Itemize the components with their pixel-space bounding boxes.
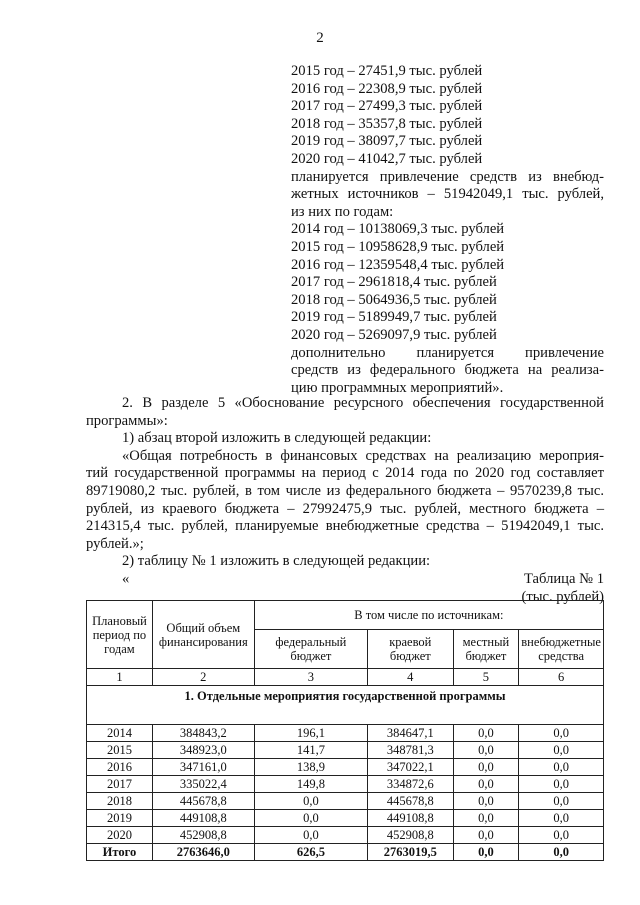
section-paragraph-line: 2. В разделе 5 «Обоснование ресурсного обеспечения государственной (122, 395, 604, 411)
federal-note-line: средств из федерального бюджета на реализа- (291, 362, 604, 379)
extrabudget-year-line: 2014 год – 10138069,3 тыс. рублей (291, 221, 505, 238)
section-title: 1. Отдельные мероприятия государственной программы (87, 686, 604, 707)
table-units: (тыс. рублей) (521, 588, 604, 605)
cell-regional: 347022,1 (368, 759, 454, 776)
federal-note-line: цию программных мероприятий». (291, 379, 504, 396)
quote-line: рублей, из краевого бюджета – 27992475,9 тыс. рублей, местного бюджета – (86, 500, 604, 517)
cell-local: 0,0 (453, 844, 519, 861)
table-title: Таблица № 1 (524, 570, 604, 587)
quote-line: тий государственной программы на период с 2014 года по 2020 год составляет (86, 465, 604, 482)
table-row (87, 827, 604, 844)
cell-year: 2020 (87, 827, 153, 844)
cell-extra: 0,0 (519, 759, 604, 776)
extrabudget-year-line: 2015 год – 10958628,9 тыс. рублей (291, 238, 505, 255)
section-spacer (87, 706, 604, 725)
funding-by-years-block (291, 63, 604, 397)
cell-total: 348923,0 (152, 742, 254, 759)
cell-total: 452908,8 (152, 827, 254, 844)
quote-line: «Общая потребность в финансовых средствах на реализацию мероприя- (122, 447, 604, 464)
cell-local: 0,0 (453, 742, 519, 759)
cell-total: 347161,0 (152, 759, 254, 776)
cell-year: 2019 (87, 810, 153, 827)
open-quote: « (122, 570, 130, 587)
extrabudget-intro-line: планируется привлечение средств из внебюд- (291, 168, 604, 185)
cell-total: 335022,4 (152, 776, 254, 793)
table-caption-row (86, 571, 604, 589)
cell-extra: 0,0 (519, 810, 604, 827)
cell-total: 2763646,0 (152, 844, 254, 861)
cell-extra: 0,0 (519, 827, 604, 844)
cell-year: 2016 (87, 759, 153, 776)
header-total: Общий объем финансирования (152, 601, 254, 669)
cell-total: 449108,8 (152, 810, 254, 827)
quote-line: 214315,4 тыс. рублей, планируемые внебюджетные средства – 51942049,1 тыс. (86, 518, 604, 535)
cell-regional: 384647,1 (368, 725, 454, 742)
column-number: 1 (87, 669, 153, 686)
cell-federal: 0,0 (254, 810, 367, 827)
extrabudget-year-line: 2016 год – 12359548,4 тыс. рублей (291, 256, 505, 273)
regional-year-line: 2015 год – 27451,9 тыс. рублей (291, 63, 483, 79)
extrabudget-intro-line: из них по годам: (291, 203, 394, 220)
section-paragraph-line: программы»: (86, 412, 168, 429)
cell-federal: 141,7 (254, 742, 367, 759)
cell-regional: 445678,8 (368, 793, 454, 810)
table-row (87, 742, 604, 759)
cell-federal: 0,0 (254, 827, 367, 844)
table-row (87, 793, 604, 810)
column-number: 3 (254, 669, 367, 686)
cell-extra: 0,0 (519, 776, 604, 793)
cell-regional: 449108,8 (368, 810, 454, 827)
cell-year: 2017 (87, 776, 153, 793)
cell-total: 384843,2 (152, 725, 254, 742)
cell-year: 2015 (87, 742, 153, 759)
table-row (87, 776, 604, 793)
table-row (87, 725, 604, 742)
cell-federal: 149,8 (254, 776, 367, 793)
cell-federal: 196,1 (254, 725, 367, 742)
cell-local: 0,0 (453, 793, 519, 810)
cell-year: 2014 (87, 725, 153, 742)
extrabudget-year-line: 2019 год – 5189949,7 тыс. рублей (291, 309, 497, 326)
header-sources: В том числе по источникам: (254, 601, 603, 630)
quote-line: 89719080,2 тыс. рублей, в том числе из федерального бюджета – 9570239,8 тыс. (86, 482, 604, 499)
cell-local: 0,0 (453, 810, 519, 827)
cell-regional: 348781,3 (368, 742, 454, 759)
regional-year-line: 2018 год – 35357,8 тыс. рублей (291, 115, 483, 132)
table-row (87, 810, 604, 827)
extrabudget-intro-line: жетных источников – 51942049,1 тыс. рублей, (291, 186, 604, 203)
cell-local: 0,0 (453, 725, 519, 742)
cell-local: 0,0 (453, 827, 519, 844)
table-row (87, 759, 604, 776)
cell-federal: 626,5 (254, 844, 367, 861)
page-number: 2 (316, 30, 324, 46)
funding-table (86, 600, 604, 861)
cell-extra: 0,0 (519, 725, 604, 742)
column-number: 6 (519, 669, 604, 686)
item-1: 1) абзац второй изложить в следующей редакции: (122, 430, 432, 447)
column-number: 4 (368, 669, 454, 686)
cell-extra: 0,0 (519, 742, 604, 759)
extrabudget-year-line: 2018 год – 5064936,5 тыс. рублей (291, 291, 497, 308)
column-number: 5 (453, 669, 519, 686)
regional-year-line: 2017 год – 27499,3 тыс. рублей (291, 98, 483, 115)
cell-total: 445678,8 (152, 793, 254, 810)
cell-local: 0,0 (453, 776, 519, 793)
header-federal: федеральный бюджет (254, 630, 367, 669)
cell-regional: 334872,6 (368, 776, 454, 793)
cell-regional: 2763019,5 (368, 844, 454, 861)
header-extra: внебюджетные средства (519, 630, 604, 669)
cell-local: 0,0 (453, 759, 519, 776)
regional-year-line: 2020 год – 41042,7 тыс. рублей (291, 150, 483, 167)
cell-extra: 0,0 (519, 793, 604, 810)
column-number: 2 (152, 669, 254, 686)
amendment-text (86, 395, 604, 607)
table-total-row (87, 844, 604, 861)
extrabudget-year-line: 2020 год – 5269097,9 тыс. рублей (291, 326, 497, 343)
header-local: местный бюджет (453, 630, 519, 669)
item-2: 2) таблицу № 1 изложить в следующей редакции: (122, 553, 431, 570)
cell-extra: 0,0 (519, 844, 604, 861)
cell-federal: 138,9 (254, 759, 367, 776)
cell-year: 2018 (87, 793, 153, 810)
quote-line: рублей.»; (86, 535, 144, 552)
header-period: Плановый период по годам (87, 601, 153, 669)
header-regional: краевой бюджет (368, 630, 454, 669)
federal-note-line: дополнительно планируется привлечение (291, 344, 604, 361)
cell-total-label: Итого (87, 844, 153, 861)
cell-federal: 0,0 (254, 793, 367, 810)
regional-year-line: 2019 год – 38097,7 тыс. рублей (291, 133, 483, 150)
regional-year-line: 2016 год – 22308,9 тыс. рублей (291, 80, 483, 97)
extrabudget-year-line: 2017 год – 2961818,4 тыс. рублей (291, 274, 497, 291)
cell-regional: 452908,8 (368, 827, 454, 844)
